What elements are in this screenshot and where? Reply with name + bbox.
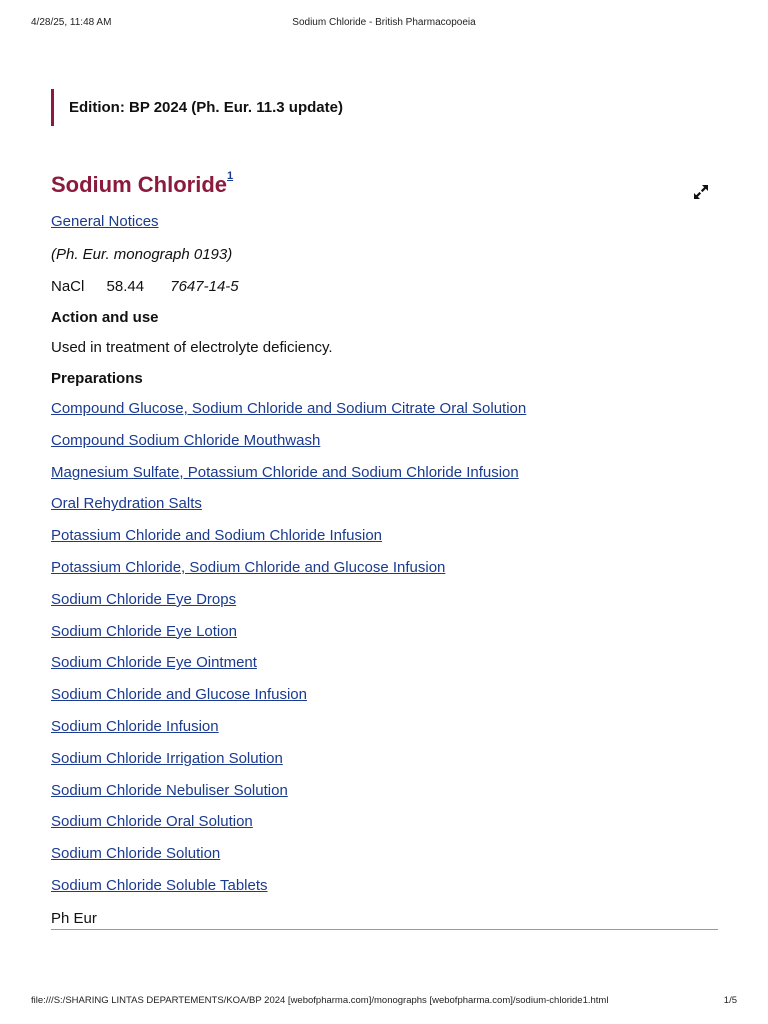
list-item xyxy=(51,781,526,813)
monograph-title-text: Sodium Chloride xyxy=(51,172,227,197)
preparation-link[interactable]: Compound Glucose, Sodium Chloride and Sodium Citrate Oral Solution xyxy=(51,400,527,417)
preparation-link[interactable]: Sodium Chloride Soluble Tablets xyxy=(51,876,268,894)
list-item xyxy=(51,399,526,431)
formula-row xyxy=(51,278,239,295)
preparation-link[interactable]: Sodium Chloride Nebuliser Solution xyxy=(51,781,288,799)
print-page-title: Sodium Chloride - British Pharmacopoeia xyxy=(292,17,476,28)
action-heading: Action and use xyxy=(51,309,159,326)
molecular-weight: 58.44 xyxy=(106,278,145,295)
print-datetime: 4/28/25, 11:48 AM xyxy=(31,17,112,28)
list-item xyxy=(51,590,526,622)
footnote-link[interactable]: 1 xyxy=(227,170,234,182)
list-item xyxy=(51,431,526,463)
list-item xyxy=(51,463,526,495)
preparation-link[interactable]: Potassium Chloride, Sodium Chloride and Glucose Infusion xyxy=(51,558,446,576)
list-item xyxy=(51,812,526,844)
preparation-link[interactable]: Potassium Chloride and Sodium Chloride Infusion xyxy=(51,527,383,545)
preparation-link[interactable]: Sodium Chloride Solution xyxy=(51,845,221,863)
ph-eur-section xyxy=(51,910,718,930)
list-item xyxy=(51,558,526,590)
list-item xyxy=(51,494,526,526)
preparations-list xyxy=(51,399,526,908)
list-item xyxy=(51,876,526,908)
cas-number: 7647-14-5 xyxy=(170,278,239,295)
preparation-link[interactable]: Sodium Chloride Infusion xyxy=(51,717,219,735)
general-notices-row xyxy=(51,213,159,230)
ph-eur-monograph-ref: (Ph. Eur. monograph 0193) xyxy=(51,246,233,263)
monograph-title xyxy=(51,172,233,198)
preparation-link[interactable]: Sodium Chloride Eye Drops xyxy=(51,590,237,608)
print-page-number: 1/5 xyxy=(723,995,737,1006)
preparation-link[interactable]: Compound Sodium Chloride Mouthwash xyxy=(51,431,321,449)
preparations-heading: Preparations xyxy=(51,370,143,387)
print-file-path: file:///S:/SHARING LINTAS DEPARTEMENTS/KOA/BP 2024 [webofpharma.com]/monographs [webofpharma.com]/sodium-chloride1.html xyxy=(31,995,609,1006)
preparation-link[interactable]: Sodium Chloride Eye Ointment xyxy=(51,654,257,672)
preparation-link[interactable]: Sodium Chloride Oral Solution xyxy=(51,813,253,831)
list-item xyxy=(51,526,526,558)
list-item xyxy=(51,844,526,876)
molecular-formula: NaCl xyxy=(51,278,85,295)
list-item xyxy=(51,685,526,717)
edition-banner xyxy=(51,89,343,126)
list-item xyxy=(51,653,526,685)
preparation-link[interactable]: Oral Rehydration Salts xyxy=(51,495,202,513)
preparation-link[interactable]: Sodium Chloride Irrigation Solution xyxy=(51,749,283,767)
list-item xyxy=(51,749,526,781)
list-item xyxy=(51,622,526,654)
action-text: Used in treatment of electrolyte deficiency. xyxy=(51,339,333,356)
preparation-link[interactable]: Sodium Chloride and Glucose Infusion xyxy=(51,686,307,704)
general-notices-link[interactable]: General Notices xyxy=(51,213,159,230)
preparation-link[interactable]: Sodium Chloride Eye Lotion xyxy=(51,622,237,640)
expand-icon[interactable] xyxy=(693,184,709,200)
preparation-link[interactable]: Magnesium Sulfate, Potassium Chloride and Sodium Chloride Infusion xyxy=(51,463,519,481)
ph-eur-label: Ph Eur xyxy=(51,910,97,927)
edition-label: Edition: BP 2024 (Ph. Eur. 11.3 update) xyxy=(69,99,343,116)
list-item xyxy=(51,717,526,749)
